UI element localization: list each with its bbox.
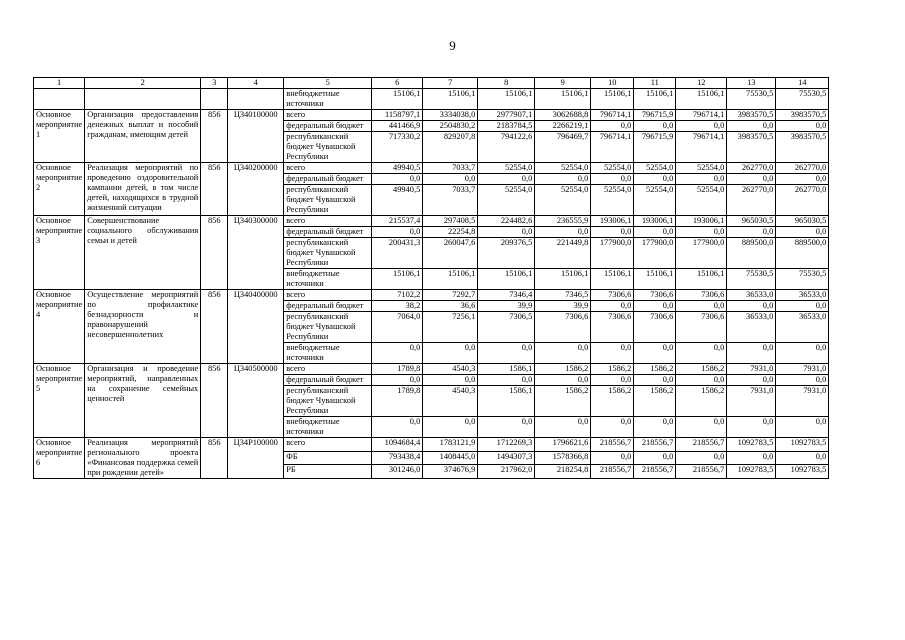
value-cell: 15106,1 [478, 269, 535, 290]
budget-code: Ц340500000 [228, 364, 284, 438]
header-cell: 5 [284, 78, 372, 89]
source-cell: всего [284, 216, 372, 227]
value-cell: 52554,0 [634, 185, 676, 216]
activity-name: Совершенствование социального обслуживания семьи и детей [85, 216, 201, 290]
activity-label: Основное мероприятие 3 [34, 216, 85, 290]
value-cell: 1494307,3 [478, 451, 535, 465]
table-row [34, 163, 829, 174]
value-cell: 75530,5 [727, 89, 776, 110]
value-cell: 209376,5 [478, 238, 535, 269]
value-cell: 0,0 [591, 301, 634, 312]
value-cell: 0,0 [591, 174, 634, 185]
activity-label: Основное мероприятие 1 [34, 110, 85, 163]
value-cell: 7292,7 [423, 290, 478, 301]
value-cell: 0,0 [478, 174, 535, 185]
value-cell: 0,0 [634, 301, 676, 312]
value-cell: 3983570,5 [776, 110, 829, 121]
table-row [34, 110, 829, 121]
empty-cell [34, 89, 85, 110]
source-cell: республиканский бюджет Чувашской Республики [284, 185, 372, 216]
value-cell: 218254,8 [535, 465, 591, 479]
header-cell: 8 [478, 78, 535, 89]
value-cell: 1094684,4 [372, 438, 423, 452]
value-cell: 1586,2 [634, 386, 676, 417]
value-cell: 2183784,5 [478, 121, 535, 132]
value-cell: 297408,5 [423, 216, 478, 227]
value-cell: 0,0 [727, 227, 776, 238]
value-cell: 200431,3 [372, 238, 423, 269]
value-cell: 1586,1 [478, 364, 535, 375]
value-cell: 7306,6 [535, 312, 591, 343]
budget-code: Ц340200000 [228, 163, 284, 216]
value-cell: 0,0 [372, 227, 423, 238]
value-cell: 796469,7 [535, 132, 591, 163]
source-cell: федеральный бюджет [284, 301, 372, 312]
value-cell: 218556,7 [591, 438, 634, 452]
activity-name: Осуществление мероприятий по профилактике безнадзорности и правонарушений несовершеннолетних [85, 290, 201, 364]
value-cell: 1092783,5 [727, 438, 776, 452]
source-cell: федеральный бюджет [284, 121, 372, 132]
source-cell: республиканский бюджет Чувашской Республики [284, 312, 372, 343]
value-cell: 7256,1 [423, 312, 478, 343]
value-cell: 15106,1 [372, 269, 423, 290]
value-cell: 1092783,5 [727, 465, 776, 479]
value-cell: 0,0 [535, 174, 591, 185]
value-cell: 0,0 [676, 451, 727, 465]
value-cell: 36533,0 [776, 312, 829, 343]
value-cell: 0,0 [591, 375, 634, 386]
value-cell: 4540,3 [423, 364, 478, 375]
value-cell: 374676,9 [423, 465, 478, 479]
value-cell: 7306,6 [634, 312, 676, 343]
grbs-code: 856 [201, 163, 228, 216]
value-cell: 1789,8 [372, 364, 423, 375]
value-cell: 3983570,5 [776, 132, 829, 163]
value-cell: 0,0 [676, 121, 727, 132]
empty-cell [228, 89, 284, 110]
value-cell: 39,9 [478, 301, 535, 312]
value-cell: 52554,0 [535, 185, 591, 216]
value-cell: 7346,5 [535, 290, 591, 301]
value-cell: 36533,0 [727, 312, 776, 343]
value-cell: 218556,7 [634, 438, 676, 452]
value-cell: 36533,0 [727, 290, 776, 301]
table-body [34, 78, 829, 479]
activity-name: Реализация мероприятий по проведению оздоровительной кампании детей, в том числе детей, находящихся в трудной жизненной ситуации [85, 163, 201, 216]
source-cell: внебюджетные источники [284, 417, 372, 438]
value-cell: 22254,8 [423, 227, 478, 238]
empty-cell [201, 89, 228, 110]
value-cell: 75530,5 [776, 269, 829, 290]
source-cell: всего [284, 163, 372, 174]
value-cell: 7931,0 [727, 364, 776, 375]
value-cell: 0,0 [634, 121, 676, 132]
value-cell: 1586,2 [676, 386, 727, 417]
value-cell: 0,0 [535, 375, 591, 386]
value-cell: 796715,9 [634, 110, 676, 121]
value-cell: 794122,6 [478, 132, 535, 163]
value-cell: 15106,1 [634, 89, 676, 110]
grbs-code: 856 [201, 216, 228, 290]
value-cell: 0,0 [676, 227, 727, 238]
value-cell: 7033,7 [423, 163, 478, 174]
value-cell: 0,0 [634, 343, 676, 364]
value-cell: 1586,2 [676, 364, 727, 375]
value-cell: 796714,1 [591, 110, 634, 121]
value-cell: 262770,0 [727, 163, 776, 174]
value-cell: 0,0 [776, 121, 829, 132]
value-cell: 36,6 [423, 301, 478, 312]
value-cell: 15106,1 [423, 269, 478, 290]
value-cell: 0,0 [478, 417, 535, 438]
source-cell: федеральный бюджет [284, 174, 372, 185]
value-cell: 0,0 [727, 343, 776, 364]
value-cell: 0,0 [372, 174, 423, 185]
value-cell: 0,0 [776, 417, 829, 438]
value-cell: 0,0 [634, 174, 676, 185]
value-cell: 7064,0 [372, 312, 423, 343]
table-row [34, 364, 829, 375]
value-cell: 7931,0 [776, 386, 829, 417]
value-cell: 15106,1 [634, 269, 676, 290]
value-cell: 52554,0 [535, 163, 591, 174]
value-cell: 260047,6 [423, 238, 478, 269]
value-cell: 193006,1 [591, 216, 634, 227]
budget-code: Ц34P100000 [228, 438, 284, 479]
value-cell: 52554,0 [591, 185, 634, 216]
value-cell: 7033,7 [423, 185, 478, 216]
budget-code: Ц340300000 [228, 216, 284, 290]
value-cell: 177900,0 [634, 238, 676, 269]
value-cell: 52554,0 [591, 163, 634, 174]
continuation-row [34, 89, 829, 110]
header-cell: 11 [634, 78, 676, 89]
value-cell: 1789,8 [372, 386, 423, 417]
value-cell: 177900,0 [591, 238, 634, 269]
value-cell: 1586,2 [535, 364, 591, 375]
activity-name: Реализация мероприятий регионального проекта «Финансовая поддержка семей при рождении детей» [85, 438, 201, 479]
value-cell: 0,0 [423, 417, 478, 438]
value-cell: 0,0 [727, 174, 776, 185]
source-cell: внебюджетные источники [284, 343, 372, 364]
header-cell: 12 [676, 78, 727, 89]
value-cell: 0,0 [372, 417, 423, 438]
value-cell: 193006,1 [634, 216, 676, 227]
value-cell: 7102,2 [372, 290, 423, 301]
value-cell: 796714,1 [676, 110, 727, 121]
value-cell: 796714,1 [676, 132, 727, 163]
value-cell: 0,0 [776, 301, 829, 312]
source-cell: республиканский бюджет Чувашской Республики [284, 238, 372, 269]
value-cell: 0,0 [423, 375, 478, 386]
source-cell: всего [284, 438, 372, 452]
value-cell: 1092783,5 [776, 465, 829, 479]
value-cell: 7306,6 [676, 312, 727, 343]
value-cell: 0,0 [591, 121, 634, 132]
value-cell: 3334038,0 [423, 110, 478, 121]
value-cell: 218556,7 [634, 465, 676, 479]
activity-name: Организация и проведение мероприятий, направленных на сохранение семейных ценностей [85, 364, 201, 438]
value-cell: 262770,0 [776, 185, 829, 216]
value-cell: 0,0 [676, 417, 727, 438]
value-cell: 52554,0 [478, 185, 535, 216]
source-cell: ФБ [284, 451, 372, 465]
grbs-code: 856 [201, 364, 228, 438]
activity-label: Основное мероприятие 2 [34, 163, 85, 216]
value-cell: 0,0 [727, 451, 776, 465]
source-cell: федеральный бюджет [284, 227, 372, 238]
value-cell: 7306,6 [676, 290, 727, 301]
value-cell: 15106,1 [591, 269, 634, 290]
value-cell: 262770,0 [727, 185, 776, 216]
header-cell: 3 [201, 78, 228, 89]
value-cell: 0,0 [776, 227, 829, 238]
value-cell: 965030,5 [727, 216, 776, 227]
value-cell: 0,0 [776, 174, 829, 185]
value-cell: 0,0 [535, 227, 591, 238]
value-cell: 15106,1 [478, 89, 535, 110]
value-cell: 75530,5 [727, 269, 776, 290]
value-cell: 0,0 [478, 375, 535, 386]
value-cell: 1578366,8 [535, 451, 591, 465]
value-cell: 15106,1 [535, 269, 591, 290]
value-cell: 7931,0 [776, 364, 829, 375]
value-cell: 1158797,1 [372, 110, 423, 121]
table-row [34, 216, 829, 227]
value-cell: 0,0 [727, 375, 776, 386]
value-cell: 177900,0 [676, 238, 727, 269]
value-cell: 52554,0 [676, 163, 727, 174]
value-cell: 4540,3 [423, 386, 478, 417]
value-cell: 1712269,3 [478, 438, 535, 452]
header-cell: 10 [591, 78, 634, 89]
value-cell: 0,0 [634, 451, 676, 465]
value-cell: 0,0 [727, 417, 776, 438]
value-cell: 3062688,8 [535, 110, 591, 121]
value-cell: 0,0 [423, 174, 478, 185]
empty-cell [85, 89, 201, 110]
header-cell: 6 [372, 78, 423, 89]
value-cell: 193006,1 [676, 216, 727, 227]
value-cell: 218556,7 [591, 465, 634, 479]
source-cell: РБ [284, 465, 372, 479]
value-cell: 0,0 [676, 375, 727, 386]
source-cell: республиканский бюджет Чувашской Республики [284, 386, 372, 417]
value-cell: 0,0 [776, 375, 829, 386]
value-cell: 0,0 [478, 227, 535, 238]
source-cell: всего [284, 110, 372, 121]
value-cell: 301246,0 [372, 465, 423, 479]
value-cell: 0,0 [372, 343, 423, 364]
source-cell: республиканский бюджет Чувашской Республики [284, 132, 372, 163]
value-cell: 15106,1 [423, 89, 478, 110]
value-cell: 75530,5 [776, 89, 829, 110]
value-cell: 218556,7 [676, 465, 727, 479]
value-cell: 0,0 [478, 343, 535, 364]
activity-label: Основное мероприятие 4 [34, 290, 85, 364]
value-cell: 52554,0 [478, 163, 535, 174]
value-cell: 38,2 [372, 301, 423, 312]
value-cell: 0,0 [727, 301, 776, 312]
value-cell: 0,0 [634, 375, 676, 386]
value-cell: 441466,9 [372, 121, 423, 132]
value-cell: 2977907,1 [478, 110, 535, 121]
value-cell: 15106,1 [676, 89, 727, 110]
source-cell: всего [284, 290, 372, 301]
value-cell: 717330,2 [372, 132, 423, 163]
value-cell: 1092783,5 [776, 438, 829, 452]
value-cell: 236555,9 [535, 216, 591, 227]
value-cell: 7346,4 [478, 290, 535, 301]
value-cell: 7306,6 [634, 290, 676, 301]
value-cell: 52554,0 [676, 185, 727, 216]
value-cell: 49940,5 [372, 163, 423, 174]
grbs-code: 856 [201, 110, 228, 163]
header-cell: 14 [776, 78, 829, 89]
value-cell: 0,0 [591, 451, 634, 465]
value-cell: 829207,8 [423, 132, 478, 163]
value-cell: 52554,0 [634, 163, 676, 174]
activity-name: Организация предоставления денежных выплат и пособий гражданам, имеющим детей [85, 110, 201, 163]
value-cell: 1408445,0 [423, 451, 478, 465]
value-cell: 49940,5 [372, 185, 423, 216]
value-cell: 796714,1 [591, 132, 634, 163]
value-cell: 15106,1 [372, 89, 423, 110]
header-cell: 7 [423, 78, 478, 89]
value-cell: 1586,1 [478, 386, 535, 417]
value-cell: 215537,4 [372, 216, 423, 227]
value-cell: 965030,5 [776, 216, 829, 227]
source-cell: всего [284, 364, 372, 375]
value-cell: 15106,1 [676, 269, 727, 290]
value-cell: 7306,6 [591, 312, 634, 343]
value-cell: 3983570,5 [727, 110, 776, 121]
grbs-code: 856 [201, 438, 228, 479]
value-cell: 0,0 [535, 343, 591, 364]
table-row [34, 290, 829, 301]
page-number: 9 [449, 38, 456, 53]
activity-label: Основное мероприятие 5 [34, 364, 85, 438]
grbs-code: 856 [201, 290, 228, 364]
value-cell: 0,0 [591, 343, 634, 364]
value-cell: 217962,0 [478, 465, 535, 479]
value-cell: 0,0 [535, 417, 591, 438]
value-cell: 224482,6 [478, 216, 535, 227]
source-cell: федеральный бюджет [284, 375, 372, 386]
value-cell: 262770,0 [776, 163, 829, 174]
value-cell: 1796621,6 [535, 438, 591, 452]
value-cell: 39,9 [535, 301, 591, 312]
value-cell: 2504830,2 [423, 121, 478, 132]
value-cell: 221449,8 [535, 238, 591, 269]
budget-table [33, 77, 829, 479]
value-cell: 36533,0 [776, 290, 829, 301]
value-cell: 0,0 [676, 301, 727, 312]
value-cell: 7306,5 [478, 312, 535, 343]
value-cell: 0,0 [591, 417, 634, 438]
value-cell: 7931,0 [727, 386, 776, 417]
header-cell: 9 [535, 78, 591, 89]
value-cell: 0,0 [591, 227, 634, 238]
value-cell: 0,0 [634, 227, 676, 238]
value-cell: 2266219,1 [535, 121, 591, 132]
budget-code: Ц340100000 [228, 110, 284, 163]
value-cell: 7306,6 [591, 290, 634, 301]
value-cell: 0,0 [776, 343, 829, 364]
source-cell: внебюджетные источники [284, 269, 372, 290]
value-cell: 793438,4 [372, 451, 423, 465]
value-cell: 218556,7 [676, 438, 727, 452]
header-cell: 13 [727, 78, 776, 89]
activity-label: Основное мероприятие 6 [34, 438, 85, 479]
value-cell: 889500,0 [776, 238, 829, 269]
value-cell: 889500,0 [727, 238, 776, 269]
value-cell: 796715,9 [634, 132, 676, 163]
value-cell: 0,0 [676, 174, 727, 185]
value-cell: 1586,2 [591, 386, 634, 417]
value-cell: 0,0 [423, 343, 478, 364]
value-cell: 0,0 [372, 375, 423, 386]
budget-code: Ц340400000 [228, 290, 284, 364]
value-cell: 1586,2 [634, 364, 676, 375]
header-cell: 4 [228, 78, 284, 89]
header-cell: 1 [34, 78, 85, 89]
value-cell: 15106,1 [535, 89, 591, 110]
source-cell: внебюджетные источники [284, 89, 372, 110]
table-row [34, 438, 829, 452]
value-cell: 1783121,9 [423, 438, 478, 452]
value-cell: 3983570,5 [727, 132, 776, 163]
value-cell: 15106,1 [591, 89, 634, 110]
value-cell: 0,0 [676, 343, 727, 364]
header-row [34, 78, 829, 89]
header-cell: 2 [85, 78, 201, 89]
value-cell: 0,0 [634, 417, 676, 438]
value-cell: 0,0 [776, 451, 829, 465]
value-cell: 1586,2 [535, 386, 591, 417]
value-cell: 1586,2 [591, 364, 634, 375]
value-cell: 0,0 [727, 121, 776, 132]
